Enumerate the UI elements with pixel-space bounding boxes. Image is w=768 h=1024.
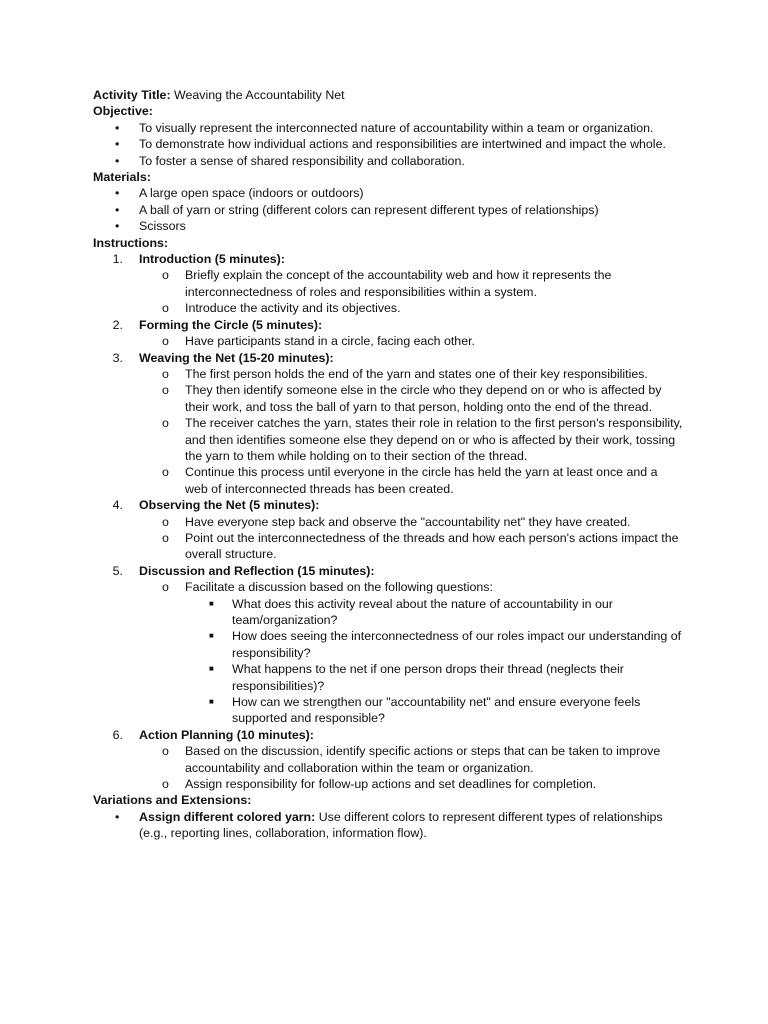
step-item <box>93 317 683 333</box>
step-number: 1. <box>112 252 123 267</box>
step-detail: Point out the interconnectedness of the threads and how each person's actions impact the overall structure. <box>185 530 679 562</box>
bullet-marker: • <box>115 809 120 824</box>
step-title: Observing the Net (5 minutes): <box>139 498 320 513</box>
list-item <box>93 530 683 563</box>
list-item <box>93 333 683 349</box>
step-number: 5. <box>112 563 123 578</box>
variation-text: Use different colors to represent different types of relationships (e.g., reporting lines, collaboration, information flow). <box>139 809 663 841</box>
list-item <box>93 579 683 595</box>
list-item <box>93 514 683 530</box>
list-item <box>93 661 683 694</box>
step-detail: Assign responsibility for follow-up actions and set deadlines for completion. <box>185 777 597 792</box>
step-title: Forming the Circle (5 minutes): <box>139 317 323 332</box>
step-detail: Facilitate a discussion based on the following questions: <box>185 580 493 595</box>
list-item <box>93 120 683 136</box>
activity-title <box>93 87 683 103</box>
bullet-marker: • <box>115 219 120 234</box>
instructions-heading-text: Instructions: <box>93 235 169 250</box>
list-item <box>93 743 683 776</box>
step-detail: They then identify someone else in the circle who they depend on or who is affected by their work, and toss the ball of yarn to that person, holding onto the end of the thread. <box>185 383 662 414</box>
square-bullet-marker: ■ <box>209 664 214 674</box>
step-detail: Based on the discussion, identify specific actions or steps that can be taken to improve accountability and collaboration within the team or organization. <box>185 744 661 775</box>
list-item <box>93 202 683 218</box>
discussion-question: How does seeing the interconnectedness of our roles impact our understanding of responsibility? <box>232 629 682 660</box>
sub-bullet-marker: o <box>162 301 169 316</box>
list-item <box>93 136 683 152</box>
sub-bullet-marker: o <box>162 268 169 283</box>
material-text: A large open space (indoors or outdoors) <box>139 186 364 201</box>
step-item <box>93 251 683 267</box>
objective-text: To demonstrate how individual actions and responsibilities are intertwined and impact the whole. <box>139 137 666 152</box>
step-number: 3. <box>112 350 123 365</box>
bullet-marker: • <box>115 202 120 217</box>
step-detail: Continue this process until everyone in the circle has held the yarn at least once and a web of interconnected threads has been created. <box>185 465 658 496</box>
step-detail: The first person holds the end of the yarn and states one of their key responsibilities. <box>185 366 648 381</box>
variations-heading <box>93 792 683 808</box>
list-item <box>93 153 683 169</box>
step-detail: Have everyone step back and observe the "accountability net" they have created. <box>185 514 631 529</box>
list-item <box>93 809 683 842</box>
list-item <box>93 366 683 382</box>
step-detail: Briefly explain the concept of the accountability web and how it represents the interconnectedness of roles and responsibilities within a system. <box>185 268 612 299</box>
list-item <box>93 300 683 316</box>
step-title: Action Planning (10 minutes): <box>139 727 314 742</box>
list-item <box>93 218 683 234</box>
list-item <box>93 185 683 201</box>
sub-bullet-marker: o <box>162 366 169 381</box>
bullet-marker: • <box>115 120 120 135</box>
sub-bullet-marker: o <box>162 514 169 529</box>
objective-text: To visually represent the interconnected nature of accountability within a team or organization. <box>139 120 654 135</box>
objective-text: To foster a sense of shared responsibility and collaboration. <box>139 153 465 168</box>
objectives-list <box>93 120 683 169</box>
variation-label: Assign different colored yarn: <box>139 809 316 824</box>
materials-heading <box>93 169 683 185</box>
step-title: Introduction (5 minutes): <box>139 252 285 267</box>
discussion-question: What does this activity reveal about the nature of accountability in our team/organization? <box>232 596 613 627</box>
variations-heading-text: Variations and Extensions: <box>93 793 252 808</box>
sub-bullet-marker: o <box>162 530 169 545</box>
step-item <box>93 563 683 579</box>
step-detail: Have participants stand in a circle, facing each other. <box>185 334 475 349</box>
square-bullet-marker: ■ <box>209 598 214 608</box>
step-item <box>93 727 683 743</box>
material-text: Scissors <box>139 219 186 234</box>
step-number: 2. <box>112 317 123 332</box>
list-item <box>93 694 683 727</box>
instructions-heading <box>93 235 683 251</box>
sub-bullet-marker: o <box>162 777 169 792</box>
objective-heading-text: Objective: <box>93 104 153 119</box>
square-bullet-marker: ■ <box>209 631 214 641</box>
discussion-question: How can we strengthen our "accountability net" and ensure everyone feels supported and responsible? <box>232 695 641 726</box>
list-item <box>93 628 683 661</box>
instructions-list <box>93 251 683 792</box>
activity-title-value: Weaving the Accountability Net <box>170 88 345 102</box>
step-item <box>93 497 683 513</box>
document-page <box>93 87 683 842</box>
bullet-marker: • <box>115 186 120 201</box>
sub-bullet-marker: o <box>162 416 169 431</box>
materials-list <box>93 185 683 234</box>
step-detail: The receiver catches the yarn, states their role in relation to the first person's responsibility, and then identifies someone else they depend on or who is affected by their work, tossing the yarn to them while holding on to their section of the thread. <box>185 416 683 463</box>
step-detail: Introduce the activity and its objectives. <box>185 301 401 316</box>
activity-title-label: Activity Title: <box>93 88 171 102</box>
sub-bullet-marker: o <box>162 580 169 595</box>
step-number: 4. <box>112 498 123 513</box>
discussion-question: What happens to the net if one person drops their thread (neglects their responsibilities)? <box>232 662 624 693</box>
variations-list <box>93 809 683 842</box>
sub-bullet-marker: o <box>162 334 169 349</box>
list-item <box>93 267 683 300</box>
step-title: Discussion and Reflection (15 minutes): <box>139 563 375 578</box>
step-title: Weaving the Net (15-20 minutes): <box>139 350 334 365</box>
list-item <box>93 464 683 497</box>
sub-bullet-marker: o <box>162 465 169 480</box>
materials-heading-text: Materials: <box>93 170 151 185</box>
list-item <box>93 382 683 415</box>
sub-bullet-marker: o <box>162 744 169 759</box>
step-number: 6. <box>112 727 123 742</box>
bullet-marker: • <box>115 153 120 168</box>
square-bullet-marker: ■ <box>209 697 214 707</box>
step-item <box>93 350 683 366</box>
list-item <box>93 596 683 629</box>
material-text: A ball of yarn or string (different colors can represent different types of relationships) <box>139 202 599 217</box>
bullet-marker: • <box>115 137 120 152</box>
sub-bullet-marker: o <box>162 383 169 398</box>
list-item <box>93 415 683 464</box>
list-item <box>93 776 683 792</box>
objective-heading <box>93 103 683 119</box>
